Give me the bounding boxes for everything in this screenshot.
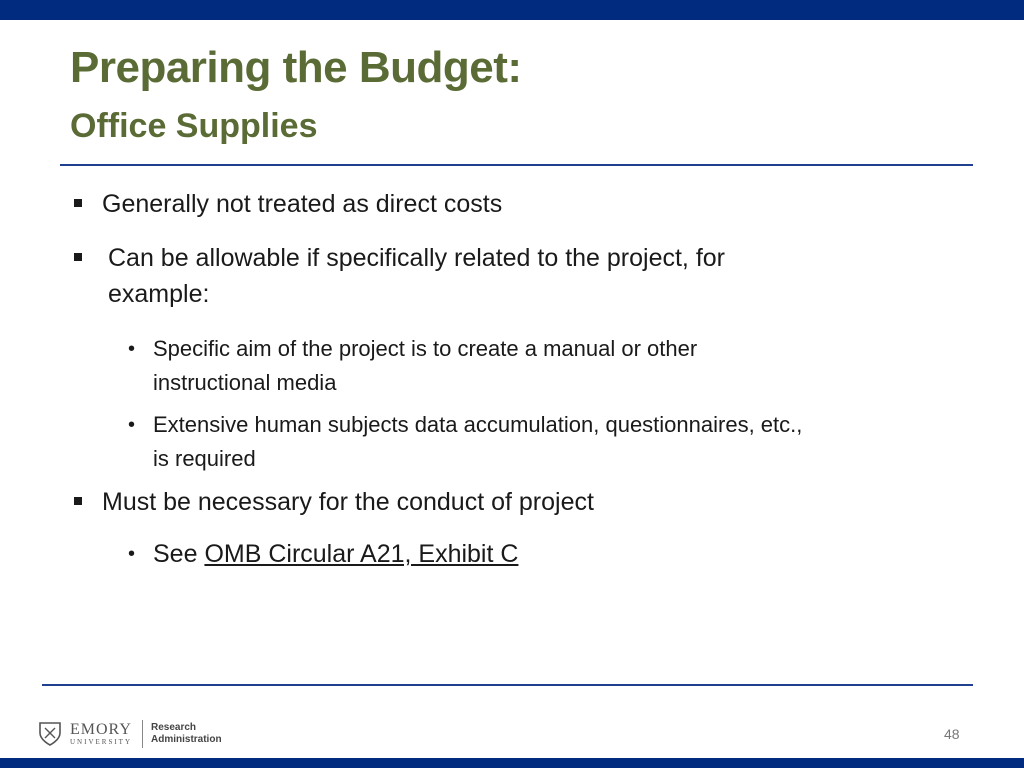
bullet-text: Must be necessary for the conduct of project	[102, 488, 594, 516]
bullet-item	[72, 240, 972, 312]
sub-bullet-item	[72, 536, 853, 572]
shield-icon	[38, 721, 62, 747]
sub-bullet-text-line: is required	[153, 446, 256, 471]
omb-circular-link[interactable]: OMB Circular A21, Exhibit C	[204, 540, 519, 568]
sub-bullet-text-line: Specific aim of the project is to create a manual or other	[153, 336, 698, 361]
sub-bullet-prefix: See	[153, 540, 205, 568]
emory-logo	[38, 718, 222, 750]
logo-separator	[142, 720, 143, 748]
logo-university: UNIVERSITY	[70, 737, 132, 746]
bullet-item	[72, 484, 972, 520]
sub-bullet-text-line: instructional media	[153, 370, 337, 395]
slide-subtitle: Office Supplies	[70, 107, 318, 145]
bullet-text: Generally not treated as direct costs	[102, 190, 503, 218]
round-bullet-icon: •	[128, 543, 136, 565]
footer-divider	[42, 684, 973, 686]
round-bullet-icon: •	[128, 414, 136, 436]
logo-name: EMORY	[70, 720, 132, 738]
page-number: 48	[944, 726, 960, 742]
square-bullet-icon	[74, 497, 82, 505]
sub-bullet-item	[72, 332, 853, 400]
bullet-list	[72, 186, 972, 572]
square-bullet-icon	[74, 253, 82, 261]
slide-title: Preparing the Budget:	[70, 43, 522, 92]
bottom-bar	[0, 758, 1024, 768]
title-divider	[60, 164, 973, 166]
sub-bullet-text-line: Extensive human subjects data accumulation, questionnaires, etc.,	[153, 412, 803, 437]
department-line: Research	[151, 722, 197, 733]
department-line: Administration	[151, 734, 222, 745]
square-bullet-icon	[74, 199, 82, 207]
bullet-text-line: Can be allowable if specifically related to the project, for	[108, 244, 725, 272]
sub-bullet-item	[72, 408, 953, 476]
bullet-item	[72, 186, 972, 222]
round-bullet-icon: •	[128, 338, 136, 360]
top-bar	[0, 0, 1024, 20]
bullet-text-line: example:	[108, 280, 210, 308]
emory-wordmark	[70, 722, 132, 747]
department-name	[151, 722, 222, 746]
